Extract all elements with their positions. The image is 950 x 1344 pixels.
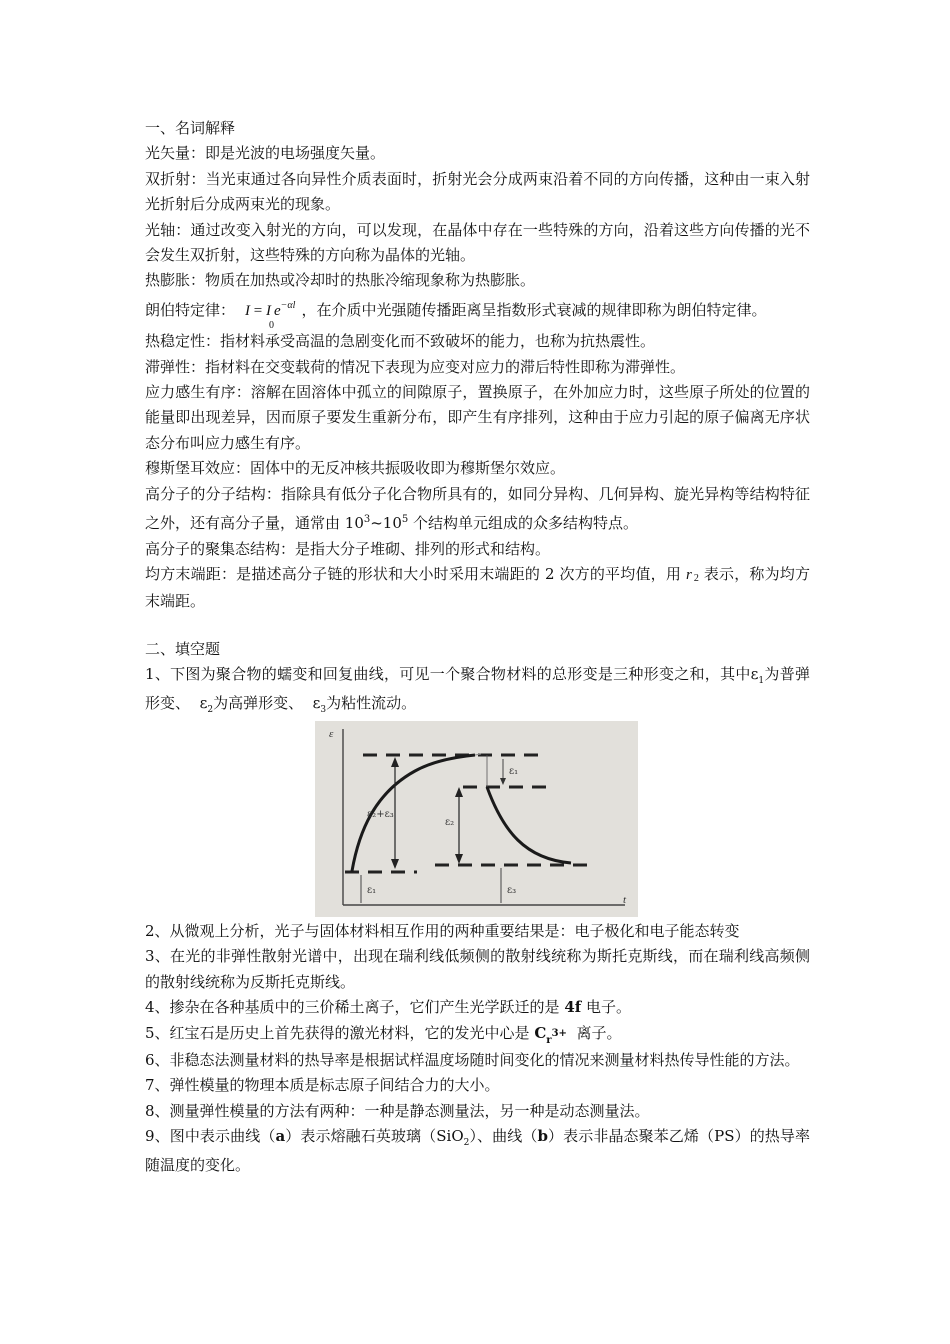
- sub: 2: [463, 1138, 470, 1149]
- label-e2: ε₂: [445, 816, 455, 828]
- lambert-rest: ，在介质中光强随传播距离呈指数形式衰减的规律即称为朗伯特定律。: [301, 300, 767, 319]
- text: 1、下图为聚合物的蠕变和回复曲线，可见一个聚合物材料的总形变是三种形变之和，其中: [145, 665, 751, 684]
- bold-b: b: [537, 1127, 548, 1146]
- text: 4、掺杂在各种基质中的三价稀土离子，它们产生光学跃迁的是: [145, 998, 560, 1017]
- term-mossbauer: 穆斯堡耳效应：固体中的无反冲核共振吸收即为穆斯堡尔效应。: [145, 459, 566, 478]
- text: 均方末端距：是描述高分子链的形状和大小时采用末端距的 2 次方的平均值，用: [145, 564, 682, 583]
- text: 5、红宝石是历史上首先获得的激光材料，它的发光中心是: [145, 1023, 530, 1042]
- term-thermal-stability: 热稳定性：指材料承受高温的急剧变化而不致破坏的能力，也称为抗热震性。: [145, 332, 656, 351]
- formula-i0: I: [265, 302, 271, 319]
- question-2: 2、从微观上分析，光子与固体材料相互作用的两种重要结果是：电子极化和电子能态转变: [145, 921, 740, 940]
- epsilon: ε: [312, 693, 321, 712]
- text: ）、曲线（: [469, 1127, 538, 1146]
- sub: 3: [320, 704, 327, 715]
- term-molecular-structure: [145, 482, 810, 537]
- text: ~10: [370, 514, 402, 533]
- lambert-formula: [245, 299, 296, 331]
- question-3: 3、在光的非弹性散射光谱中，出现在瑞利线低频侧的散射线统称为斯托克斯线，而在瑞利线高频侧的散射线统称为反斯托克斯线。: [145, 947, 810, 991]
- text: 离子。: [576, 1023, 622, 1042]
- label-e1-top: ε₁: [509, 765, 519, 777]
- bold-4f: 4f: [564, 998, 582, 1017]
- formula-sub0: 0: [268, 319, 274, 331]
- term-lambert-law: [145, 294, 810, 329]
- term-mean-square-distance: [145, 562, 810, 615]
- cr-sub: r: [546, 1034, 552, 1046]
- question-8: 8、测量弹性模量的方法有两种：一种是静态测量法，另一种是动态测量法。: [145, 1101, 650, 1120]
- question-7: 7、弹性模量的物理本质是标志原子间结合力的大小。: [145, 1076, 500, 1095]
- epsilon: ε: [199, 693, 208, 712]
- formula-eq: =: [253, 302, 263, 319]
- section2-heading: 二、填空题: [145, 639, 221, 658]
- text: 9、图中表示曲线（: [145, 1127, 276, 1146]
- text: 个结构单元组成的众多结构特点。: [408, 514, 639, 533]
- text: 为高弹形变、: [213, 693, 304, 712]
- cr-symbol: C: [534, 1023, 547, 1042]
- creep-figure-wrap: [145, 719, 810, 919]
- term-optic-axis: 光轴：通过改变入射光的方向，可以发现，在晶体中存在一些特殊的方向，沿着这些方向传播的光不会发生双折射，这些特殊的方向称为晶体的光轴。: [145, 220, 810, 265]
- label-e1-bottom: ε₁: [367, 884, 377, 896]
- cr-sup: 3+: [551, 1027, 567, 1039]
- formula-exp: −αl: [280, 299, 296, 311]
- term-stress-induced-order: 应力感生有序：溶解在固溶体中孤立的间隙原子，置换原子，在外加应力时，这些原子所处的位置的能量即出现差异，因而原子要发生重新分布，即产生有序排列，这种由于应力引起的原子偏离无序状态分布叫应力感生有序。: [145, 383, 810, 452]
- y-axis-label: ε: [329, 727, 334, 740]
- term-light-vector: 光矢量：即是光波的电场强度矢量。: [145, 144, 386, 163]
- question-5: [145, 1021, 810, 1048]
- section1-heading: 一、名词解释: [145, 119, 236, 137]
- lambert-term: 朗伯特定律：: [145, 300, 236, 319]
- question-4: [145, 995, 810, 1020]
- text: ）表示熔融石英玻璃（SiO: [285, 1127, 464, 1146]
- sup: 5: [401, 514, 409, 526]
- x-axis-label: t: [623, 893, 627, 906]
- formula-e: e: [273, 302, 281, 319]
- question-1: [145, 662, 810, 719]
- text: 为普弹形变、: [145, 665, 810, 712]
- figure-background: [315, 721, 638, 917]
- epsilon: ε: [750, 665, 759, 684]
- text: 为粘性流动。: [326, 693, 417, 712]
- r-exp: 2: [693, 572, 699, 584]
- question-9: [145, 1124, 810, 1178]
- text: ）表示非晶态聚苯乙烯（PS）的热导率随温度的变化。: [145, 1127, 810, 1174]
- formula-lhs: I: [245, 302, 251, 319]
- term-thermal-expansion: 热膨胀：物质在加热或冷却时的热胀冷缩现象称为热膨胀。: [145, 271, 536, 290]
- creep-recovery-svg: [315, 721, 638, 917]
- question-6: 6、非稳态法测量材料的热导率是根据试样温度场随时间变化的情况来测量材料热传导性能的方法。: [145, 1050, 800, 1069]
- spacer: [145, 615, 810, 637]
- term-birefringence: 双折射：当光束通过各向异性介质表面时，折射光会分成两束沿着不同的方向传播，这种由一束入射光折射后分成两束光的现象。: [145, 169, 810, 214]
- text: 电子。: [586, 998, 632, 1017]
- r-squared: [686, 567, 699, 583]
- text: 表示，称为均方末端距。: [145, 564, 810, 611]
- document-content: [145, 116, 810, 1178]
- sup: 3: [363, 514, 371, 526]
- text: 高分子的分子结构：指除具有低分子化合物所具有的，如同分异构、几何异构、旋光异构等结构特征之外，还有高分子量，通常由 10: [145, 484, 810, 533]
- term-aggregate-structure: 高分子的聚集态结构：是指大分子堆砌、排列的形式和结构。: [145, 539, 551, 558]
- creep-recovery-figure: [315, 721, 638, 917]
- r: r: [686, 566, 692, 583]
- bold-a: a: [275, 1127, 286, 1146]
- sub: 2: [207, 704, 214, 715]
- label-e2-plus-e3: ε₂+ε₃: [367, 808, 394, 820]
- term-anelasticity: 滞弹性：指材料在交变载荷的情况下表现为应变对应力的滞后特性即称为滞弹性。: [145, 357, 686, 376]
- label-e3: ε₃: [507, 884, 517, 896]
- sub: 1: [758, 676, 765, 687]
